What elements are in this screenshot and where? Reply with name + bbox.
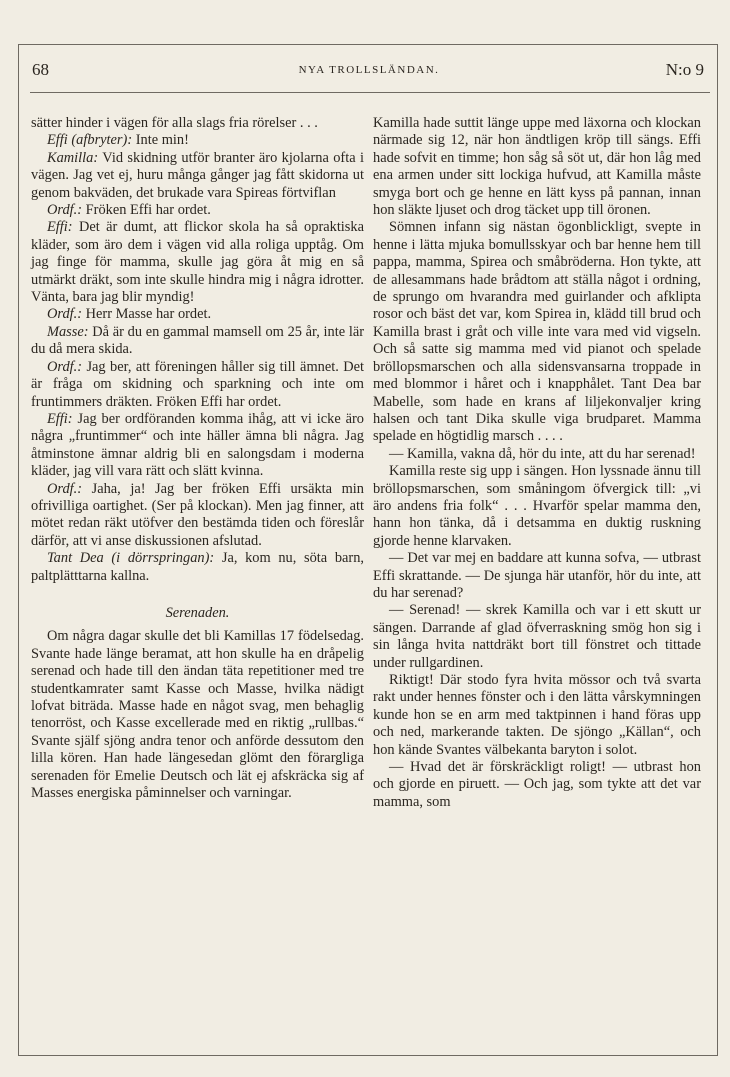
dialogue-line: Ordf.: Jaha, ja! Jag ber fröken Effi ursäkta min ofrivilliga oartighet. (Ser på klockan). Men jag finner, att mötet redan räkt utöfver den bestämda tiden och föreslår därför, att vi anse diskussionen afslutad.: [31, 480, 364, 549]
speaker: Ordf.:: [47, 358, 83, 375]
paragraph: Kamilla reste sig upp i sängen. Hon lyssnade ännu till bröllopsmarschen, som småningom öfvergick till: „vi äro andens fria folk“ . . . Hvarför spelar mamma den, hann hon tänka, då i detsamma en duktig ruskning gjorde henne klarvaken.: [373, 463, 701, 549]
speaker: Ordf.:: [47, 306, 83, 323]
paragraph: — Kamilla, vakna då, hör du inte, att du har serenad!: [389, 445, 696, 462]
dialogue-line: Masse: Då är du en gammal mamsell om 25 år, inte lär du då mera skida.: [31, 323, 364, 358]
running-title: NYA TROLLSLÄNDAN.: [298, 64, 440, 76]
speaker: Effi (afbryter):: [47, 132, 133, 149]
speaker: Kamilla:: [47, 149, 99, 166]
paragraph: — Det var mej en baddare att kunna sofva, — utbrast Effi skrattande. — De sjunga här utanför, hör du inte, att du har serenad?: [373, 550, 701, 601]
dialogue-line: Effi: Det är dumt, att flickor skola ha så opraktiska kläder, som äro dem i vägen vid alla roliga upptåg. Om jag finge för mamma, skulle jag göra åt mig en så utmärkt dräkt, som inte skulle hindra mig i några idrotter. Vänta, bara jag blir myndig!: [31, 219, 364, 306]
speaker: Ordf.:: [47, 202, 83, 219]
speaker: Masse:: [47, 323, 89, 340]
paragraph: Sömnen infann sig nästan ögonblickligt, svepte in henne i lätta mjuka bomullsskyar och bar henne hem till pappa, mamma, Spirea och småbröderna. Hon tykte, att de allesammans hade brådtom att ställa något i ordning, de sprungo om hvarandra med guirlander och afklipta rosor och bäst det var, kom Spirea in, klädd till brud och Kamilla brast i gråt och ville inte vara med vid vigseln. Och så satte sig mamma med vid pianot och spelade bröllopsmarschen och alla sidensvansarna troppade in med blommor i håret och i knapphålet. Tant Dea bar Mabelle, som hade en krans af liljekonvaljer kring halsen och tant Dika skulle viga brudparet. Mamma spelade en högtidlig marsch . . . .: [373, 219, 701, 445]
dialogue-line: Effi (afbryter): Inte min!: [47, 132, 189, 149]
speaker: Tant Dea (i dörrspringan):: [47, 550, 215, 567]
section-title: Serenaden.: [165, 604, 230, 621]
dialogue-line: Ordf.: Fröken Effi har ordet.: [47, 202, 211, 219]
dialogue-line: Ordf.: Herr Masse har ordet.: [47, 306, 212, 323]
speaker: Ordf.:: [47, 480, 83, 497]
dialogue-line: Kamilla: Vid skidning utför branter äro kjolarna ofta i vägen. Jag vet ej, huru många gånger jag fått skidorna ut genom bakväden, det brukade vara Spireas förtviflan: [31, 149, 364, 201]
right-column: [373, 115, 701, 811]
dialogue-line: Effi: Jag ber ordföranden komma ihåg, att vi icke äro några „fruntimmer“ och inte häller ämna bli några. Jag åtminstone ämnar aldrig bli en salongsdam i moderna kläder, jag vill vara rätt och slätt kvinna.: [31, 410, 364, 480]
paragraph: Kamilla hade suttit länge uppe med läxorna och klockan närmade sig 12, när hon ändtligen kröp till sängs. Effi hade sofvit en timme; hon såg så söt ut, där hon låg med ena armen under sitt lockiga hufvud, att Kamilla måste smyga bort och ge henne en lätt kyss på pannan, innan hon släkte ljuset och drog täcket upp till öronen.: [373, 115, 701, 219]
dialogue-line: Ordf.: Jag ber, att föreningen håller sig till ämnet. Det är fråga om skidning och sparkning och inte om fruntimmers dräkten. Fröken Effi har ordet.: [31, 358, 364, 410]
speaker: Effi:: [47, 219, 73, 236]
dialogue-line: Tant Dea (i dörrspringan): Ja, kom nu, söta barn, paltplätttarna kallna.: [31, 550, 365, 584]
header-rule: [30, 92, 710, 93]
speaker: Effi:: [47, 410, 73, 427]
paragraph: Om några dagar skulle det bli Kamillas 17 födelsedag. Svante hade länge beramat, att hon skulle ha en dråpelig serenad och hade till den ändan täta repetitioner med tre studentkamrater samt Kasse och Masse, hvilka nädigt lofvat biträda. Masse hade en något svag, men behaglig tenorröst, och Kasse excellerade med en riktig „rullbas.“ Svante själf sjöng andra tenor och anförde dessutom den lilla kören. Han hade längesedan glömt den förargliga serenaden för Emelie Deutsch och lät ej afskräcka sig af Masses energiska påminnelser och varningar.: [31, 628, 364, 802]
left-column: [31, 115, 364, 802]
page-header: [30, 56, 708, 86]
paragraph: sätter hinder i vägen för alla slags fria rörelser . . .: [31, 115, 318, 131]
paragraph: Riktigt! Där stodo fyra hvita mössor och två svarta rakt under hennes fönster och i den lätta vårskymningen kunde hon se en arm med taktpinnen i hand föras upp och ned, markerande takten. De sjöngo „Källan“, och hon kände Svantes välbekanta baryton i solot.: [373, 672, 701, 758]
paragraph: — Hvad det är förskräckligt roligt! — utbrast hon och gjorde en piruett. — Och jag, som tykte att det var mamma, som: [373, 759, 701, 810]
page-number: 68: [32, 60, 49, 79]
issue-number: N:o 9: [665, 60, 704, 79]
paragraph: — Serenad! — skrek Kamilla och var i ett skutt ur sängen. Darrande af glad öfverraskning smög hon sig i sin långa hvita nattdräkt bort till fönstret och tittade under rullgardinen.: [373, 602, 701, 671]
